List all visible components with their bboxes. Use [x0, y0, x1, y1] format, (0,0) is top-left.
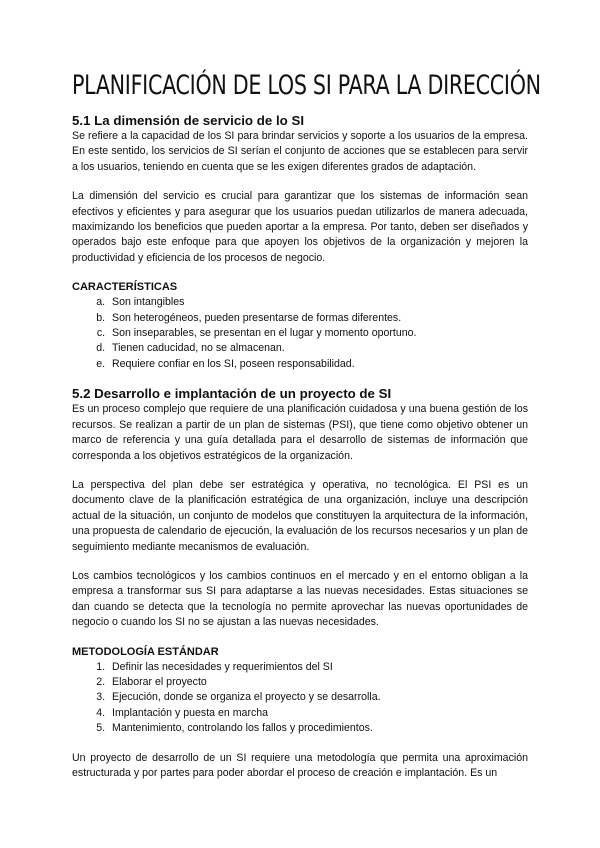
- list-item: b. Son heterogéneos, pueden presentarse de formas diferentes.: [108, 311, 528, 326]
- characteristics-heading: CARACTERÍSTICAS: [72, 281, 178, 294]
- methodology-heading: METODOLOGÍA ESTÁNDAR: [72, 645, 219, 658]
- list-item: a. Son intangibles: [108, 295, 528, 310]
- list-item: 2. Elaborar el proyecto: [108, 675, 528, 690]
- paragraph: Es un proceso complejo que requiere de una planificación cuidadosa y una buena gestión de los recursos. Se realizan a partir de un plan de sistemas (PSI), que tiene como objetivo obtener un marco de referencia y una guía detallada para el desarrollo de sistemas de información que corresponda a los objetivos estratégicos de la organización.: [72, 403, 528, 462]
- paragraph: La dimensión del servicio es crucial para garantizar que los sistemas de información sean efectivos y eficientes y para asegurar que los usuarios puedan utilizarlos de manera adecuada, maximizando los beneficios que pueden aportar a la empresa. Por tanto, deben ser diseñados y operados bajo este enfoque para que apoyen los objetivos de la organización y mejoren la productividad y eficiencia de los procesos de negocio.: [72, 190, 528, 264]
- section-heading-development: 5.2 Desarrollo e implantación de un proyecto de SI: [72, 386, 392, 402]
- paragraph: La perspectiva del plan debe ser estratégica y operativa, no tecnológica. El PSI es un documento clave de la planificación estratégica de una organización, incluye una descripción actual de la situación, un conjunto de modelos que constituyen la arquitectura de la información, una propuesta de calendario de ejecución, la evaluación de los recursos necesarios y un plan de seguimiento mediante mecanismos de evaluación.: [72, 478, 528, 553]
- list-item: 5. Mantenimiento, controlando los fallos y procedimientos.: [108, 721, 528, 736]
- characteristics-list: [72, 295, 528, 372]
- paragraph: Los cambios tecnológicos y los cambios continuos en el mercado y en el entorno obligan a la empresa a transformar sus SI para adaptarse a las nuevas necesidades. Estas situaciones se dan cuando se detecta que la tecnología no permite aprovechar las nuevas oportunidades de negocio o cuando los SI no se ajustan a las nuevas necesidades.: [72, 569, 528, 629]
- list-item: 1. Definir las necesidades y requerimientos del SI: [108, 660, 528, 675]
- document-title: PLANIFICACIÓN DE LOS SI PARA LA DIRECCIÓN: [72, 70, 541, 101]
- list-item: e. Requiere confiar en los SI, poseen responsabilidad.: [108, 357, 528, 372]
- paragraph: Se refiere a la capacidad de los SI para brindar servicios y soporte a los usuarios de la empresa. En este sentido, los servicios de SI serían el conjunto de acciones que se establecen para servir a los usuarios, teniendo en cuenta que se les exigen diferentes grados de adaptación.: [72, 130, 528, 173]
- list-item: d. Tienen caducidad, no se almacenan.: [108, 341, 528, 356]
- paragraph: Un proyecto de desarrollo de un SI requiere una metodología que permita una aproximación estructurada y por partes para poder abordar el proceso de creación e implantación. Es un: [72, 751, 528, 779]
- list-item: 3. Ejecución, donde se organiza el proyecto y se desarrolla.: [108, 690, 528, 705]
- section-heading-service: 5.1 La dimensión de servicio de lo SI: [72, 113, 305, 128]
- list-item: 4. Implantación y puesta en marcha: [108, 706, 528, 721]
- methodology-list: [72, 660, 528, 737]
- list-item: c. Son inseparables, se presentan en el lugar y momento oportuno.: [108, 326, 528, 341]
